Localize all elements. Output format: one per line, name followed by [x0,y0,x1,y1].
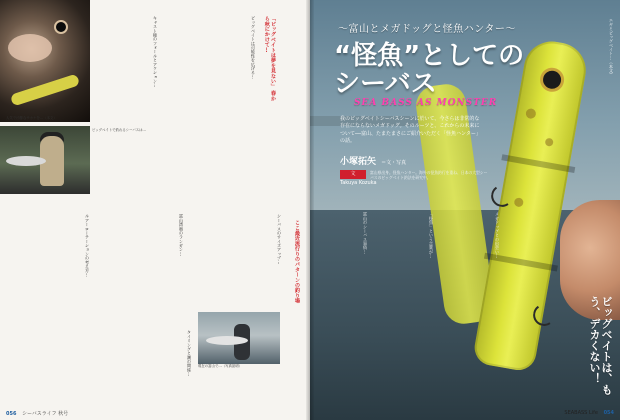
left-col-6: タイミングと潮の関係… [187,330,192,377]
caption-3: 現在の富山で…（写真説明） [198,364,243,368]
author-role: ＝文・写真 [381,160,407,166]
left-col-1: キャスト後のフォールとアクション… [153,16,158,88]
right-top-column: エギとビッグベイト…（本文） [609,18,614,77]
casting-photo [198,312,280,364]
author [340,154,406,167]
right-page-number: 054 [603,410,614,416]
title-line-2: シーバス [334,69,437,99]
left-col-2: ビッグベイトは可能性を広げる… [251,16,256,79]
right-body-col-2: メガドッグとの出会い… [495,212,500,259]
author-bio: 富山県出身。怪魚ハンター。海外の怪魚釣行を重ね、日本の大型シーバスのビッグベイト釣法を研究中。 [370,170,488,180]
red-headline-2: ここ最近流行りのパターンの釣り場 [294,220,300,304]
lure-in-mouth [10,73,80,106]
angler-photo [0,126,90,194]
callout: ビッグベイトは、もう、デカくない！ [588,296,613,395]
lead-paragraph: 我のビッグベイトシーバスシーンに於いて、今さらは非常的な存在にならないメガドッグ。そのルーツと、これからの未来について──富山、たまたまさにご紹介いただく「怪魚ハンター」の話。 [340,116,480,144]
left-col-3: 富山湾奥のランガン… [179,214,184,256]
sea-bass [206,336,248,345]
left-col-4: シーバスのサイズアップ… [277,214,282,265]
right-page [310,0,620,420]
left-col-5: ルアーローテーションの考え方… [85,214,90,277]
caught-fish [6,156,46,166]
right-body-col-1: 「怪魚」という言葉が… [429,212,434,259]
left-issue: 秋号 [58,411,69,417]
left-section: シーバスライフ [22,411,57,417]
title-line-1: “怪魚”としての [334,41,525,71]
right-body-col-3: 富山のシーバス事情… [363,212,368,254]
author-badge: 文 [340,170,366,179]
fish-eye [54,20,68,34]
author-english-name: Takuya Kozuka [340,180,377,186]
book-gutter [306,0,314,420]
main-title [334,42,524,98]
red-headline-1: 「ビッグベイトは夢を見ない」 春から秋にかけて… [263,16,276,102]
subtitle: 〜富山とメガドッグと怪魚ハンター〜 [338,24,516,35]
left-page-number: 056 [6,411,17,417]
author-name: 小塚拓矢 [340,157,377,167]
fish-mouth [8,34,52,62]
left-footer [6,410,68,417]
right-footer [564,410,614,416]
fish-photo [0,0,90,122]
right-brand: SEABASS Life [564,410,598,416]
english-accent: SEA BASS AS MONSTER [354,98,498,108]
caption-2: ビッグベイトで釣れるシーバスは… [92,128,146,132]
caption-1: 人気で凶暴なサカナを…（本文） [6,116,57,120]
